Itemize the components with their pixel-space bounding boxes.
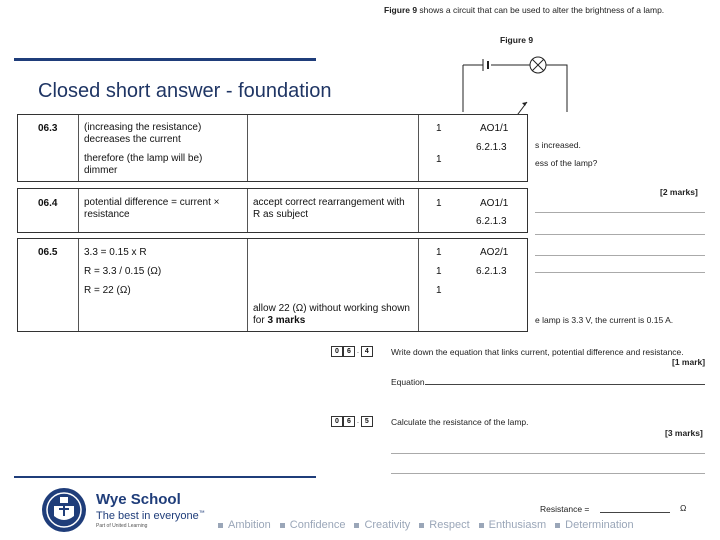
assessment-objective: AO1/1 <box>480 198 509 209</box>
question-id: 06.4 <box>38 198 58 209</box>
title-rule <box>14 58 316 61</box>
question-id: 06.5 <box>38 247 58 258</box>
answer-line <box>535 272 705 273</box>
answer-line-3: R = 22 (Ω) <box>84 285 131 296</box>
extra-guidance: allow 22 (Ω) without working shown for 3 marks <box>253 303 410 326</box>
q5-text: Calculate the resistance of the lamp. <box>391 417 529 427</box>
school-tagline: The best in everyone™ <box>96 510 205 522</box>
spec-reference: 6.2.1.3 <box>476 216 507 227</box>
resistance-label: Resistance = <box>540 504 590 514</box>
trust-name: Part of United Learning <box>96 523 148 529</box>
value-item: Determination <box>555 519 633 531</box>
question-paper-intro: Figure 9 shows a circuit that can be used to alter the brightness of a lamp. <box>384 5 665 15</box>
school-name: Wye School <box>96 491 181 508</box>
mark-scheme-row-06-5 <box>17 238 528 332</box>
slide-title: Closed short answer - foundation <box>38 80 332 102</box>
question-id: 06.3 <box>38 123 58 134</box>
value-item: Ambition <box>218 519 271 531</box>
mark-2: 1 <box>436 154 442 165</box>
answer-line-1: 3.3 = 0.15 x R <box>84 247 147 258</box>
assessment-objective: AO1/1 <box>480 123 509 134</box>
mark-1: 1 <box>436 247 442 258</box>
school-crest-icon <box>40 486 88 534</box>
value-item: Enthusiasm <box>479 519 546 531</box>
fragment-current: e lamp is 3.3 V, the current is 0.15 A. <box>535 315 674 325</box>
answer-line <box>391 453 705 454</box>
answer-line <box>535 212 705 213</box>
circuit-diagram <box>455 50 575 120</box>
mark-2: 1 <box>436 266 442 277</box>
extra-guidance: accept correct rearrangement with R as subject <box>253 197 405 220</box>
spec-reference: 6.2.1.3 <box>476 266 507 277</box>
answer-line <box>535 255 705 256</box>
q4-number-boxes: 0 6 . 4 <box>331 346 373 357</box>
answer-line-2: R = 3.3 / 0.15 (Ω) <box>84 266 162 277</box>
answer-line <box>535 234 705 235</box>
q4-equation-label: Equation <box>391 377 425 387</box>
spec-reference: 6.2.1.3 <box>476 142 507 153</box>
mark-3: 1 <box>436 285 442 296</box>
answer-line-1: potential difference = current × resistance <box>84 197 220 220</box>
resistance-unit: Ω <box>680 503 687 513</box>
answer-line-2: therefore (the lamp will be) dimmer <box>84 153 203 176</box>
equation-line <box>425 384 705 385</box>
mark-1: 1 <box>436 198 442 209</box>
mark-scheme-row-06-3 <box>17 114 528 182</box>
q5-marks: [3 marks] <box>665 428 703 438</box>
figure-label: Figure 9 <box>500 35 534 45</box>
marks-two: [2 marks] <box>660 187 698 197</box>
fragment-increased: s increased. <box>535 140 581 150</box>
value-item: Respect <box>419 519 469 531</box>
school-values <box>218 519 634 531</box>
mark-1: 1 <box>436 123 442 134</box>
mark-scheme-row-06-4 <box>17 188 528 233</box>
answer-line <box>391 473 705 474</box>
value-item: Confidence <box>280 519 346 531</box>
q4-text: Write down the equation that links current, potential difference and resistance. <box>391 347 684 357</box>
value-item: Creativity <box>354 519 410 531</box>
assessment-objective: AO2/1 <box>480 247 509 258</box>
q4-marks: [1 mark] <box>672 357 706 367</box>
q5-number-boxes: 0 6 . 5 <box>331 416 373 427</box>
resistance-line <box>600 512 670 513</box>
answer-line-1: (increasing the resistance) decreases the current <box>84 122 202 145</box>
fragment-lamp: ess of the lamp? <box>535 158 598 168</box>
